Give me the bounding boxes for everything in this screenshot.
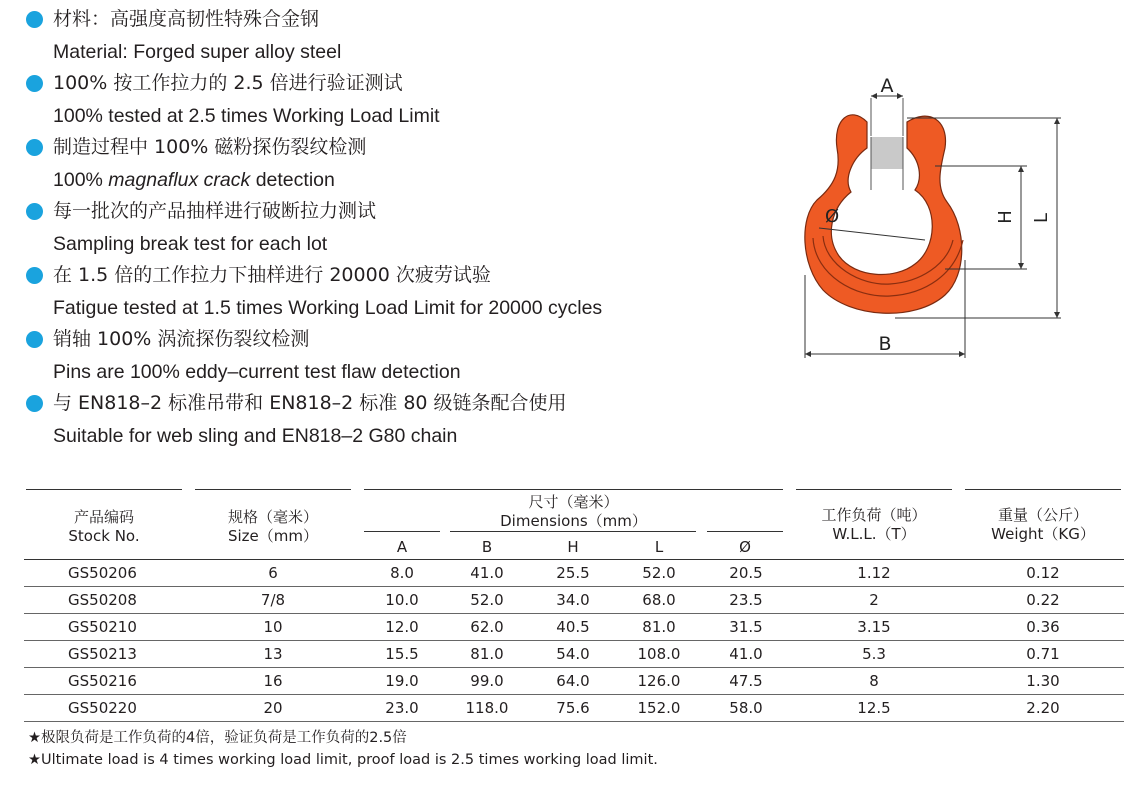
feature-en: 100% tested at 2.5 times Working Load Limit — [53, 105, 440, 127]
bullet-icon — [26, 75, 43, 92]
header-col-b: B — [481, 538, 493, 556]
header-weight-zh: 重量（公斤） — [997, 506, 1088, 524]
note-zh: ★极限负荷是工作负荷的4倍，验证负荷是工作负荷的2.5倍 — [28, 730, 407, 746]
bullet-icon — [26, 395, 43, 412]
cell-h: 54.0 — [556, 645, 590, 663]
feature-zh: 100% 按工作拉力的 2.5 倍进行验证测试 — [53, 72, 403, 94]
table-body — [24, 560, 1124, 722]
arrow-icon — [871, 93, 877, 99]
cell-a: 8.0 — [390, 564, 414, 582]
cell-b: 62.0 — [470, 618, 504, 636]
feature-en: Sampling break test for each lot — [53, 233, 328, 255]
dim-l-label: L — [1031, 212, 1052, 224]
header-dim-en: Dimensions（mm） — [500, 512, 647, 530]
feature-proof-test — [26, 68, 786, 132]
dim-dia-label: Ø — [825, 206, 840, 227]
cell-size: 10 — [263, 618, 283, 636]
header-col-dia: Ø — [739, 538, 751, 556]
feature-en: Suitable for web sling and EN818–2 G80 chain — [53, 425, 458, 447]
cell-stock: GS50220 — [68, 699, 137, 717]
cell-dia: 58.0 — [729, 699, 763, 717]
feature-en: Material: Forged super alloy steel — [53, 41, 342, 63]
cell-dia: 20.5 — [729, 564, 763, 582]
cell-dia: 23.5 — [729, 591, 763, 609]
cell-h: 75.6 — [556, 699, 590, 717]
bullet-icon — [26, 331, 43, 348]
feature-zh: 每一批次的产品抽样进行破断拉力测试 — [53, 200, 377, 222]
cell-wll: 1.12 — [857, 564, 891, 582]
cell-wll: 2 — [869, 591, 879, 609]
header-wll-en: W.L.L.（T） — [832, 525, 916, 543]
bullet-icon — [26, 203, 43, 220]
header-stock-en: Stock No. — [68, 527, 140, 545]
arrow-icon — [1018, 166, 1024, 172]
cell-wll: 3.15 — [857, 618, 891, 636]
cell-wll: 12.5 — [857, 699, 891, 717]
cell-b: 81.0 — [470, 645, 504, 663]
cell-stock: GS50213 — [68, 645, 137, 663]
cell-l: 126.0 — [637, 672, 681, 690]
cell-b: 118.0 — [465, 699, 509, 717]
feature-zh: 销轴 100% 涡流探伤裂纹检测 — [53, 328, 310, 350]
arrow-icon — [1018, 263, 1024, 269]
table-row — [24, 641, 1124, 668]
arrow-icon — [1054, 312, 1060, 318]
feature-material — [26, 4, 786, 68]
feature-fatigue — [26, 260, 786, 324]
cell-a: 12.0 — [385, 618, 419, 636]
feature-break-test — [26, 196, 786, 260]
feature-zh: 材料：高强度高韧性特殊合金钢 — [53, 8, 320, 30]
cell-weight: 2.20 — [1026, 699, 1060, 717]
feature-list — [26, 4, 786, 452]
cell-h: 40.5 — [556, 618, 590, 636]
cell-stock: GS50208 — [68, 591, 137, 609]
feature-zh: 与 EN818–2 标准吊带和 EN818–2 标准 80 级链条配合使用 — [53, 392, 567, 414]
throat-insert — [871, 137, 903, 169]
spec-table — [24, 482, 1124, 722]
cell-h: 25.5 — [556, 564, 590, 582]
header-dim-zh: 尺寸（毫米） — [528, 493, 619, 511]
header-weight-en: Weight（KG） — [991, 525, 1095, 543]
feature-en — [26, 164, 786, 196]
cell-size: 7/8 — [260, 591, 286, 609]
cell-b: 41.0 — [470, 564, 504, 582]
feature-zh: 在 1.5 倍的工作拉力下抽样进行 20000 次疲劳试验 — [53, 264, 491, 286]
table-row — [24, 587, 1124, 614]
cell-l: 152.0 — [637, 699, 681, 717]
feature-en: Fatigue tested at 1.5 times Working Load Limit for 20000 cycles — [53, 297, 603, 319]
arrow-icon — [897, 93, 903, 99]
feature-magnaflux — [26, 132, 786, 196]
cell-b: 99.0 — [470, 672, 504, 690]
dim-h-label: H — [995, 210, 1016, 224]
arrow-icon — [805, 351, 811, 357]
feature-zh: 制造过程中 100% 磁粉探伤裂纹检测 — [53, 136, 367, 158]
feature-eddy-current — [26, 324, 786, 388]
cell-weight: 0.36 — [1026, 618, 1060, 636]
header-stock — [26, 508, 182, 546]
header-size-en: Size（mm） — [227, 527, 318, 545]
note-en: ★Ultimate load is 4 times working load limit, proof load is 2.5 times working load limit. — [28, 752, 658, 768]
bullet-icon — [26, 267, 43, 284]
cell-size: 16 — [263, 672, 283, 690]
arrow-icon — [959, 351, 965, 357]
cell-l: 52.0 — [642, 564, 676, 582]
cell-stock: GS50206 — [68, 564, 137, 582]
table-row — [24, 614, 1124, 641]
cell-a: 23.0 — [385, 699, 419, 717]
cell-b: 52.0 — [470, 591, 504, 609]
header-stock-zh: 产品编码 — [73, 508, 134, 526]
header-size — [195, 508, 351, 546]
cell-dia: 47.5 — [729, 672, 763, 690]
cell-weight: 0.22 — [1026, 591, 1060, 609]
cell-dia: 41.0 — [729, 645, 763, 663]
feature-compatibility — [26, 388, 786, 452]
header-col-l: L — [654, 538, 664, 556]
header-wll — [796, 506, 952, 544]
cell-stock: GS50216 — [68, 672, 137, 690]
feature-en-pre: 100% — [53, 169, 109, 191]
cell-weight: 1.30 — [1026, 672, 1060, 690]
cell-size: 6 — [268, 564, 278, 582]
cell-a: 10.0 — [385, 591, 419, 609]
cell-stock: GS50210 — [68, 618, 137, 636]
table-header — [24, 482, 1124, 560]
feature-en-italic: magnaflux crack — [108, 169, 251, 191]
header-dimensions — [364, 493, 783, 531]
dim-b-label: B — [878, 333, 892, 355]
feature-en: Pins are 100% eddy–current test flaw detection — [53, 361, 461, 383]
feature-en-post: detection — [250, 169, 335, 191]
header-weight — [965, 506, 1121, 544]
header-wll-zh: 工作负荷（吨） — [821, 506, 927, 524]
arrow-icon — [1054, 118, 1060, 124]
cell-h: 34.0 — [556, 591, 590, 609]
header-size-zh: 规格（毫米） — [227, 508, 318, 526]
cell-wll: 8 — [869, 672, 879, 690]
cell-weight: 0.71 — [1026, 645, 1060, 663]
cell-l: 108.0 — [637, 645, 681, 663]
cell-h: 64.0 — [556, 672, 590, 690]
cell-l: 81.0 — [642, 618, 676, 636]
hook-drawing — [795, 60, 1125, 370]
dim-a-label: A — [880, 75, 894, 97]
hook-diagram — [795, 60, 1125, 370]
header-col-a: A — [396, 538, 408, 556]
cell-wll: 5.3 — [862, 645, 886, 663]
cell-size: 20 — [263, 699, 283, 717]
table-row — [24, 695, 1124, 722]
bullet-icon — [26, 11, 43, 28]
cell-dia: 31.5 — [729, 618, 763, 636]
cell-l: 68.0 — [642, 591, 676, 609]
bullet-icon — [26, 139, 43, 156]
footnotes — [28, 727, 658, 771]
header-col-h: H — [567, 538, 579, 556]
table-row — [24, 668, 1124, 695]
table-row — [24, 560, 1124, 587]
cell-weight: 0.12 — [1026, 564, 1060, 582]
cell-a: 19.0 — [385, 672, 419, 690]
cell-size: 13 — [263, 645, 283, 663]
dim-dia-line — [819, 228, 925, 240]
cell-a: 15.5 — [385, 645, 419, 663]
